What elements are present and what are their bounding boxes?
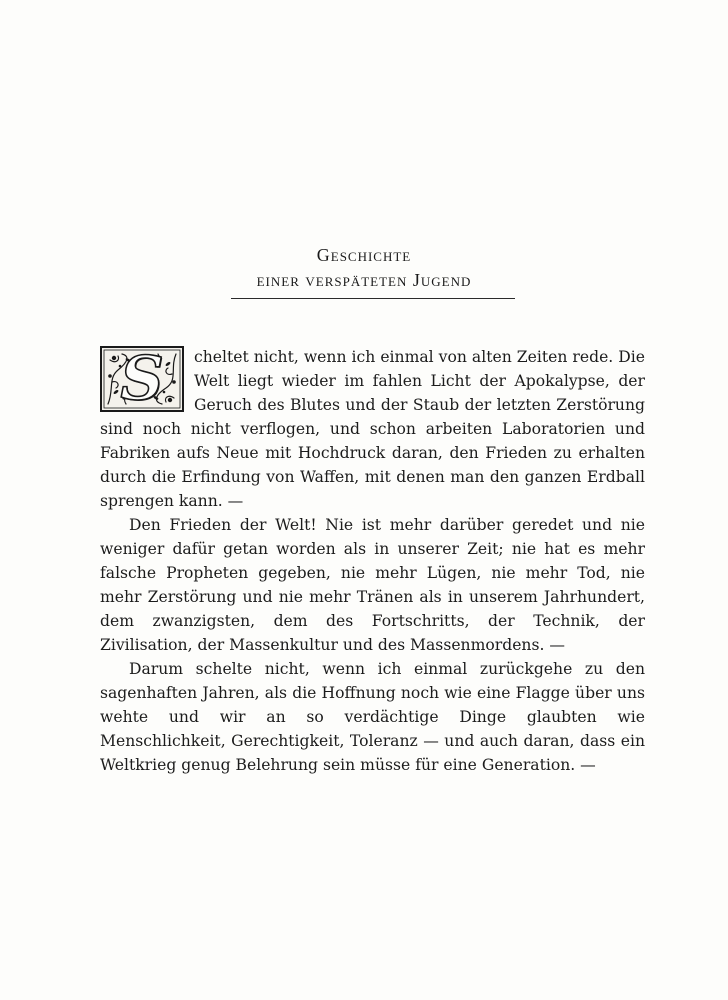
paragraph-1-text: cheltet nicht, wenn ich einmal von alten Zeiten rede. Die Welt liegt wieder im fahlen Licht der Apokalypse, der Geruch des Blutes und der Staub der letzten Zerstörung sind noch nicht verflogen, und schon arbeiten Laboratorien und Fabriken aufs Neue mit Hochdruck daran, den Frieden zu erhalten durch die Erfindung von Waffen, mit denen man den ganzen Erdball sprengen kann. — (100, 348, 645, 510)
paragraph-3: Darum schelte nicht, wenn ich einmal zurückgehe zu den sagenhaften Jahren, als die Hoffnung noch wie eine Flagge über uns wehte und wir an so verdächtige Dinge glaubten wie Menschlichkeit, Gerechtigkeit, Toleranz — und auch daran, dass ein Weltkrieg genug Belehrung sein müsse für eine Generation. — (100, 660, 645, 774)
ornamental-drop-cap (100, 346, 184, 412)
drop-cap-letter: S (120, 344, 164, 414)
paragraph-1 (100, 345, 645, 513)
chapter-title (0, 243, 728, 293)
paragraph-2: Den Frieden der Welt! Nie ist mehr darüber geredet und nie weniger dafür getan worden als in unserer Zeit; nie hat es mehr falsche Propheten gegeben, nie mehr Lügen, nie mehr Tod, nie mehr Zerstörung und nie mehr Tränen als in unserem Jahrhundert, dem zwanzigsten, dem des Fortschritts, der Technik, der Zivilisation, der Massenkultur und des Massenmordens. — (100, 516, 645, 654)
chapter-title-line-1: Geschichte (316, 245, 412, 265)
body-text (100, 345, 645, 777)
chapter-title-line-2: einer verspäteten Jugend (256, 270, 472, 290)
title-underline (231, 298, 515, 299)
